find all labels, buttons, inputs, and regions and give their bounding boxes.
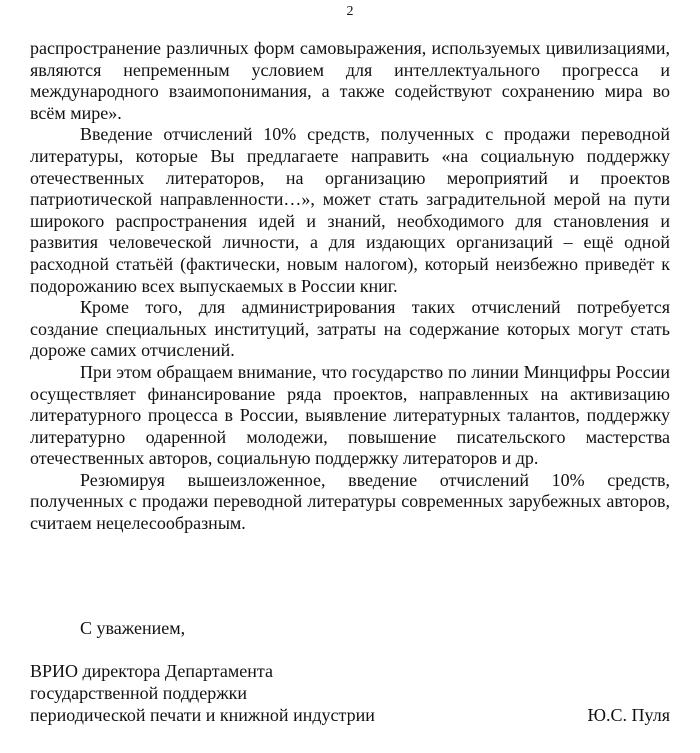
page-number: 2 (346, 4, 354, 19)
signature-block (30, 660, 670, 726)
letter-body (30, 38, 670, 535)
paragraph-government-support: При этом обращаем внимание, что государство по линии Минцифры России осуществляет финансирование ряда проектов, направленных на активизацию литературного процесса в России, выявление литературных талантов, поддержку литературно одаренной молодежи, повышение писательского мастерства отечественных авторов, социальную поддержку литераторов и др. (30, 361, 670, 469)
paragraph-continued: распространение различных форм самовыражения, используемых цивилизациями, являются непременным условием для интеллектуального прогресса и международного взаимопонимания, а также содействуют сохранению мира во всём мире». (30, 38, 670, 123)
signer-title-line3: периодической печати и книжной индустрии (30, 705, 375, 725)
signer-title-line3-row (30, 704, 670, 726)
paragraph-administration: Кроме того, для администрирования таких отчислений потребуется создание специальных институций, затраты на содержание которых могут стать дороже самих отчислений. (30, 297, 670, 361)
paragraph-conclusion: Резюмируя вышеизложенное, введение отчислений 10% средств, полученных с продажи переводной литературы современных зарубежных авторов, считаем нецелесообразным. (30, 469, 670, 534)
closing-salutation: С уважением, (80, 618, 186, 638)
signer-title-line1: ВРИО директора Департамента (30, 661, 273, 681)
paragraph-deductions: Введение отчислений 10% средств, полученных с продажи переводной литературы, которые Вы предлагаете направить «на социальную поддержку отечественных литераторов, на организацию мероприятий и проектов патриотической направленности…», может стать заградительной мерой на пути широкого распространения идей и знаний, необходимого для становления и развития человеческой личности, а для издающих организаций – ещё одной расходной статьёй (фактически, новым налогом), который неизбежно приведёт к подорожанию всех выпускаемых в России книг. (30, 124, 670, 296)
signer-name: Ю.С. Пуля (587, 705, 670, 725)
signer-title-line2: государственной поддержки (30, 683, 248, 703)
